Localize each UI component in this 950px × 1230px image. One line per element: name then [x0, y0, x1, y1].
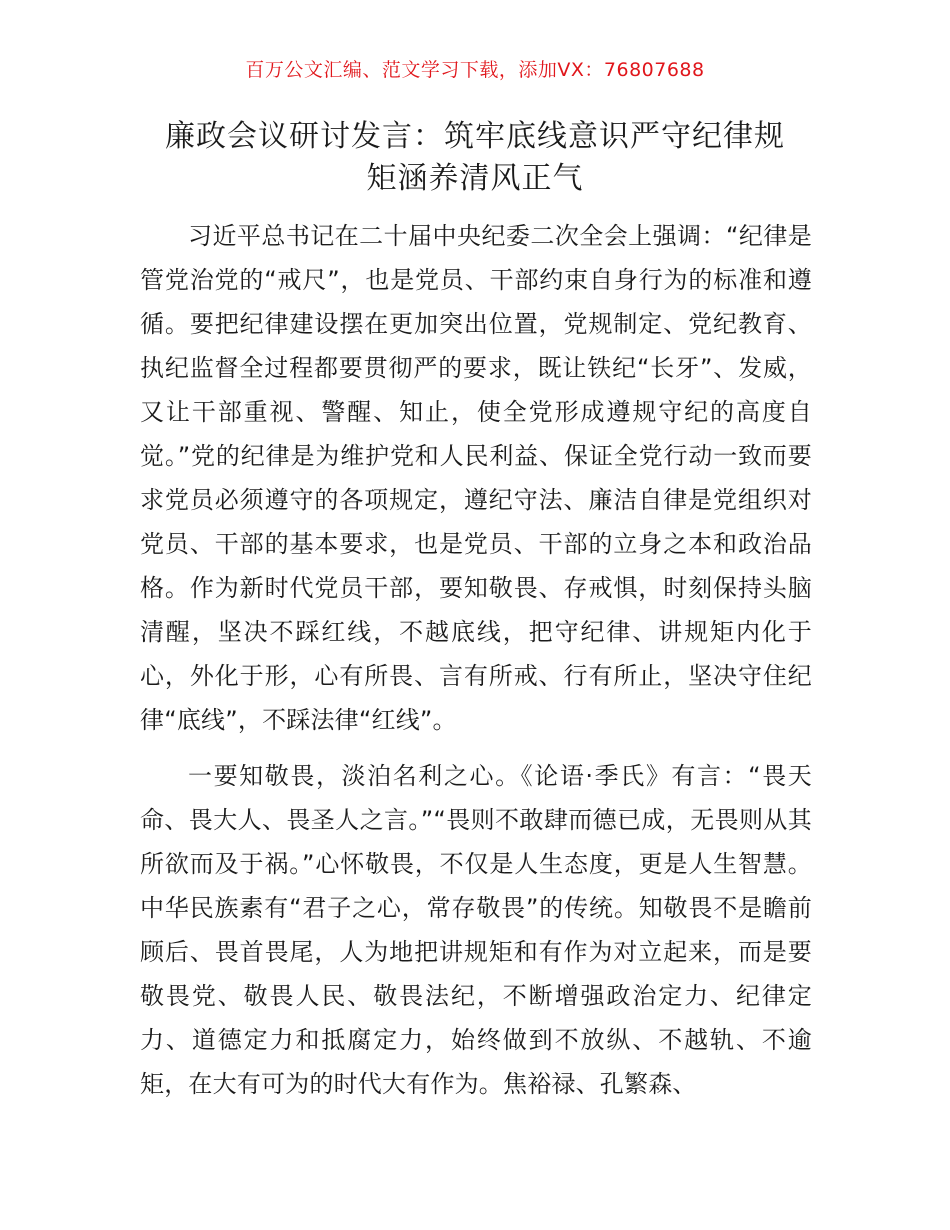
paragraph: 习近平总书记在二十届中央纪委二次全会上强调：“纪律是管党治党的“戒尺”，也是党员、干部约束自身行为的标准和遵循。要把纪律建设摆在更加突出位置，党规制定、党纪教育、执纪监督全过程都要贯彻严的要求，既让铁纪“长牙”、发威，又让干部重视、警醒、知止，使全党形成遵规守纪的高度自觉。”党的纪律是为维护党和人民利益、保证全党行动一致而要求党员必须遵守的各项规定，遵纪守法、廉洁自律是党组织对党员、干部的基本要求，也是党员、干部的立身之本和政治品格。作为新时代党员干部，要知敬畏、存戒惧，时刻保持头脑清醒，坚决不踩红线，不越底线，把守纪律、讲规矩内化于心，外化于形，心有所畏、言有所戒、行有所止，坚决守住纪律“底线”，不踩法律“红线”。 — [140, 222, 812, 734]
document-title — [130, 116, 820, 200]
document-title-line-2: 矩涵养清风正气 — [366, 161, 584, 196]
document-body — [140, 214, 812, 1106]
document-title-line-1: 廉政会议研讨发言：筑牢底线意识严守纪律规 — [165, 119, 785, 154]
header-banner: 百万公文汇编、范文学习下载，添加VX：76807688 — [245, 59, 705, 81]
paragraph: 一要知敬畏，淡泊名利之心。《论语·季氏》有言：“畏天命、畏大人、畏圣人之言。”“畏则不敢肆而德已成，无畏则从其所欲而及于祸。”心怀敬畏，不仅是人生态度，更是人生智慧。中华民族素有“君子之心，常存敬畏”的传统。知敬畏不是瞻前顾后、畏首畏尾，人为地把讲规矩和有作为对立起来，而是要敬畏党、敬畏人民、敬畏法纪，不断增强政治定力、纪律定力、道德定力和抵腐定力，始终做到不放纵、不越轨、不逾矩，在大有可为的时代大有作为。焦裕禄、孔繁森、 — [140, 762, 812, 1098]
